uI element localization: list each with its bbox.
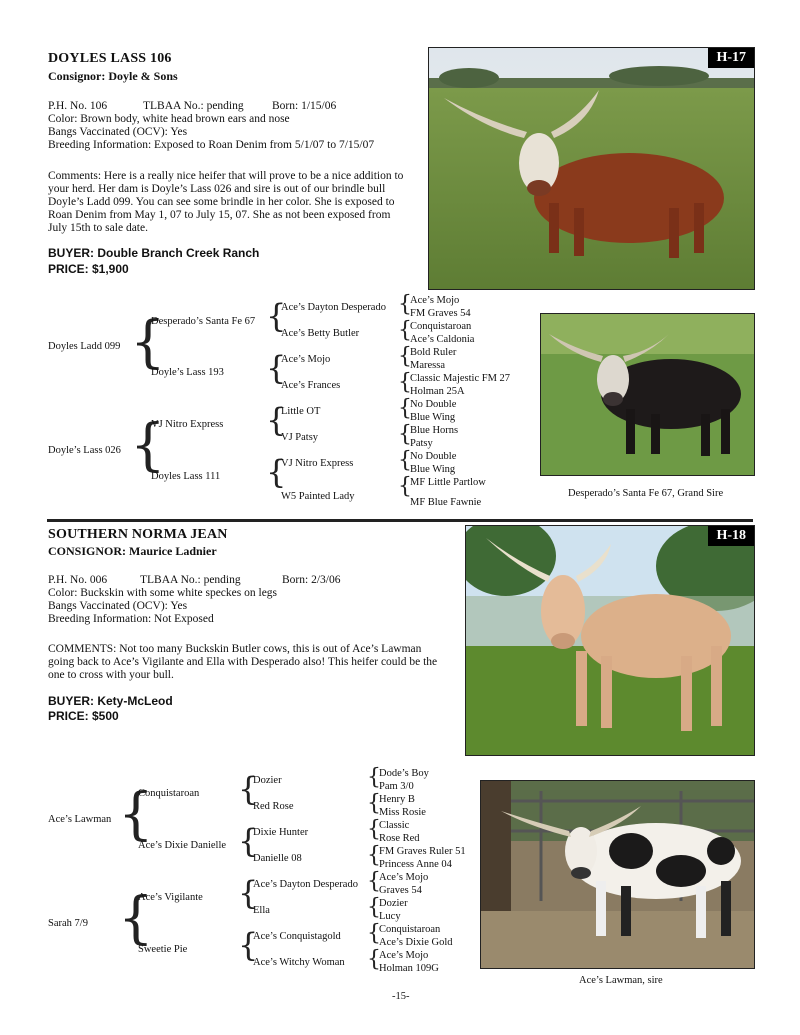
pedigree-brace: {: [367, 921, 381, 946]
lot2-badge: H-18: [708, 526, 754, 546]
pedigree-g3: Dozier: [253, 775, 282, 786]
pedigree-brace: {: [398, 448, 412, 473]
lot1-tlbaa: TLBAA No.: pending: [143, 100, 244, 112]
pedigree-brace: {: [118, 782, 154, 847]
pedigree-g3: Ace’s Mojo: [281, 354, 331, 365]
pedigree-brace: {: [130, 413, 166, 478]
pedigree-g2: Doyle’s Lass 193: [151, 367, 224, 378]
pedigree-g3: Little OT: [281, 406, 321, 417]
pedigree-brace: {: [266, 349, 287, 387]
pedigree-g4: No Double: [410, 399, 457, 410]
pedigree-g4: FM Graves 54: [410, 308, 471, 319]
lot1-title: DOYLES LASS 106: [48, 51, 172, 66]
buckskin-cow-image: [466, 526, 754, 755]
pedigree-brace: {: [398, 344, 412, 369]
sire-caption: Ace’s Lawman, sire: [579, 975, 663, 986]
lot1-comment-line: Comments: Here is a really nice heifer that will prove to be a nice addition to: [48, 170, 404, 182]
pedigree-brace: {: [367, 869, 381, 894]
lot2-price: PRICE: $500: [48, 709, 119, 723]
lot2-cow-photo: [465, 525, 755, 756]
pedigree-g4: No Double: [410, 451, 457, 462]
pedigree-g4: MF Blue Fawnie: [410, 497, 482, 508]
pedigree-brace: {: [266, 453, 287, 491]
pedigree-g4: FM Graves Ruler 51: [379, 846, 466, 857]
pedigree-g4: Patsy: [410, 438, 433, 449]
pedigree-g3: Ace’s Witchy Woman: [253, 957, 345, 968]
pedigree-g3: Ace’s Conquistagold: [253, 931, 341, 942]
pedigree-g2: Desperado’s Santa Fe 67: [151, 316, 256, 327]
pedigree-g4: Dode’s Boy: [379, 768, 429, 779]
pedigree-g4: Princess Anne 04: [379, 859, 452, 870]
pedigree-brace: {: [367, 895, 381, 920]
pedigree-g3: Ella: [253, 905, 270, 916]
pedigree-g4: Rose Red: [379, 833, 420, 844]
lot2-buyer: BUYER: Kety-McLeod: [48, 694, 173, 708]
pedigree-dam: Doyle’s Lass 026: [48, 445, 121, 456]
pedigree-brace: {: [238, 822, 259, 860]
pedigree-g3: Red Rose: [253, 801, 294, 812]
pedigree-g4: Blue Wing: [410, 464, 456, 475]
pedigree-brace: {: [266, 401, 287, 439]
lot2-born: Born: 2/3/06: [282, 574, 341, 586]
pedigree-g4: Blue Wing: [410, 412, 456, 423]
pedigree-brace: {: [238, 874, 259, 912]
lot1-comment-line: Roan Denim from May 1, 07 to July 15, 07. She as not been exposed from: [48, 209, 391, 221]
pedigree-g4: Classic Majestic FM 27: [410, 373, 511, 384]
pedigree-brace: {: [367, 817, 381, 842]
pedigree-brace: {: [367, 765, 381, 790]
pedigree-brace: {: [238, 770, 259, 808]
lot2-comment-line: one to cross with your bull.: [48, 669, 174, 681]
pedigree-brace: {: [398, 318, 412, 343]
lot2-title: SOUTHERN NORMA JEAN: [48, 527, 228, 542]
spotted-bull-image: [481, 781, 754, 968]
lot2-breeding: Breeding Information: Not Exposed: [48, 613, 214, 625]
black-bull-image: [541, 314, 754, 475]
pedigree-brace: {: [398, 292, 412, 317]
pedigree-g4: Holman 25A: [410, 386, 465, 397]
pedigree-g4: Holman 109G: [379, 963, 439, 974]
pedigree-brace: {: [367, 843, 381, 868]
pedigree-brace: {: [118, 886, 154, 951]
pedigree-g4: Henry B: [379, 794, 415, 805]
pedigree-g4: Classic: [379, 820, 410, 831]
pedigree-g2: Ace’s Dixie Danielle: [138, 840, 227, 851]
lot2-ph-no: P.H. No. 006: [48, 574, 108, 586]
pedigree-g2: VJ Nitro Express: [151, 419, 224, 430]
brown-cow-image: [429, 48, 754, 289]
lot1-breeding: Breeding Information: Exposed to Roan Denim from 5/1/07 to 7/15/07: [48, 139, 375, 151]
pedigree-brace: {: [367, 791, 381, 816]
pedigree-brace: {: [130, 310, 166, 375]
pedigree-g3: Ace’s Dayton Desperado: [253, 879, 358, 890]
pedigree-g3: Ace’s Dayton Desperado: [281, 302, 386, 313]
lot1-consignor: Consignor: Doyle & Sons: [48, 69, 178, 83]
pedigree-g3: VJ Patsy: [281, 432, 319, 443]
pedigree-g3: Ace’s Betty Butler: [281, 328, 360, 339]
pedigree-g3: VJ Nitro Express: [281, 458, 354, 469]
pedigree-g2: Ace’s Vigilante: [138, 892, 203, 903]
pedigree-g4: Graves 54: [379, 885, 422, 896]
pedigree-g3: Dixie Hunter: [253, 827, 309, 838]
pedigree-g4: Dozier: [379, 898, 408, 909]
lot1-ph-no: P.H. No. 106: [48, 100, 108, 112]
pedigree-g3: Ace’s Frances: [281, 380, 341, 391]
pedigree-brace: {: [367, 947, 381, 972]
lot1-comment-line: your herd. Her dam is Doyle’s Lass 026 and sire is out of our brindle bull: [48, 183, 386, 195]
pedigree-g4: Pam 3/0: [379, 781, 414, 792]
pedigree-g4: Ace’s Mojo: [379, 950, 429, 961]
section-divider: [47, 519, 753, 522]
page-number: -15-: [392, 991, 410, 1002]
lot2-tlbaa: TLBAA No.: pending: [140, 574, 241, 586]
lot1-cow-photo: [428, 47, 755, 290]
pedigree-brace: {: [266, 297, 287, 335]
pedigree-g4: Maressa: [410, 360, 445, 371]
lot2-color: Color: Buckskin with some white speckes on legs: [48, 587, 278, 599]
pedigree-g3: Danielle 08: [253, 853, 302, 864]
pedigree-g2: Conquistaroan: [138, 788, 200, 799]
pedigree-g4: Lucy: [379, 911, 401, 922]
pedigree-brace: {: [398, 422, 412, 447]
pedigree-g4: Conquistaroan: [379, 924, 441, 935]
pedigree-g4: Conquistaroan: [410, 321, 472, 332]
pedigree-brace: {: [398, 474, 412, 499]
lot1-color: Color: Brown body, white head brown ears and nose: [48, 113, 290, 125]
lot2-consignor: CONSIGNOR: Maurice Ladnier: [48, 544, 217, 558]
pedigree-brace: {: [398, 396, 412, 421]
pedigree-g4: Ace’s Mojo: [410, 295, 460, 306]
lot1-comment-line: Doyle’s Ladd 099. You can see some brindle in her color. She is exposed to: [48, 196, 395, 208]
lot1-bangs: Bangs Vaccinated (OCV): Yes: [48, 126, 188, 138]
pedigree-g4: MF Little Partlow: [410, 477, 486, 488]
pedigree-g3: W5 Painted Lady: [281, 491, 355, 502]
lot1-badge: H-17: [708, 48, 754, 68]
lot2-comment-line: going back to Ace’s Vigilante and Ella with Desperado also! This heifer could be the: [48, 656, 438, 668]
pedigree-brace: {: [398, 370, 412, 395]
pedigree-dam: Sarah 7/9: [48, 918, 88, 929]
lot1-comment-line: July 15th to sale date.: [48, 222, 148, 234]
lot2-comment-line: COMMENTS: Not too many Buckskin Butler cows, this is out of Ace’s Lawman: [48, 643, 422, 655]
pedigree-brace: {: [238, 926, 259, 964]
lot1-price: PRICE: $1,900: [48, 262, 129, 276]
lot2-bangs: Bangs Vaccinated (OCV): Yes: [48, 600, 188, 612]
pedigree-sire: Doyles Ladd 099: [48, 341, 121, 352]
pedigree-g4: Ace’s Caldonia: [410, 334, 475, 345]
pedigree-g4: Ace’s Dixie Gold: [379, 937, 453, 948]
pedigree-g4: Miss Rosie: [379, 807, 426, 818]
sire-photo: [480, 780, 755, 969]
pedigree-g2: Doyles Lass 111: [151, 471, 221, 482]
pedigree-g2: Sweetie Pie: [138, 944, 188, 955]
pedigree-g4: Bold Ruler: [410, 347, 457, 358]
pedigree-g4: Ace’s Mojo: [379, 872, 429, 883]
lot1-born: Born: 1/15/06: [272, 100, 337, 112]
grand-sire-photo: [540, 313, 755, 476]
grand-sire-caption: Desperado’s Santa Fe 67, Grand Sire: [568, 488, 724, 499]
pedigree-g4: Blue Horns: [410, 425, 459, 436]
lot1-buyer: BUYER: Double Branch Creek Ranch: [48, 246, 260, 260]
pedigree-sire: Ace’s Lawman: [48, 814, 112, 825]
